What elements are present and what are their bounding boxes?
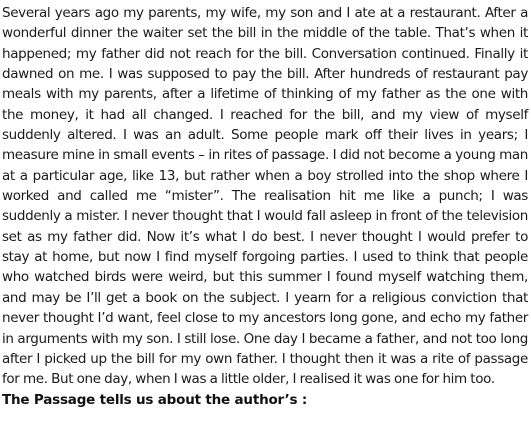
passage-line: who watched birds were weird, but this summer I found myself watching them, xyxy=(2,269,528,286)
passage-line: suddenly a mister. I never thought that I would fall asleep in front of the television xyxy=(2,208,528,225)
passage-line: after I picked up the bill for my own father. I thought then it was a rite of passage xyxy=(2,350,528,367)
document-page xyxy=(2,3,528,410)
passage-line: set as my father did. Now it’s what I do best. I never thought I would prefer to xyxy=(2,228,528,245)
passage-line: for me. But one day, when I was a little older, I realised it was one for him too. xyxy=(2,371,495,388)
passage-line: measure mine in small events – in rites of passage. I did not become a young man xyxy=(2,147,528,164)
passage-line: Several years ago my parents, my wife, my son and I ate at a restaurant. After a xyxy=(2,5,528,21)
passage-line: stay at home, but now I find myself forgoing parties. I used to think that people xyxy=(2,249,528,266)
passage-line: the money, it had all changed. I reached for the bill, and my view of myself xyxy=(2,106,528,123)
passage-line: in arguments with my son. I still lose. One day I became a father, and not too long xyxy=(2,330,528,347)
passage-line: at a particular age, like 13, but rather when a boy strolled into the shop where I xyxy=(2,167,528,184)
passage-line: wonderful dinner the waiter set the bill in the middle of the table. That’s when it xyxy=(2,25,528,42)
passage xyxy=(2,3,528,390)
passage-line: dawned on me. I was supposed to pay the bill. After hundreds of restaurant pay xyxy=(2,66,528,83)
passage-line: meals with my parents, after a lifetime of thinking of my father as the one with xyxy=(2,86,528,103)
question-prompt: The Passage tells us about the author’s : xyxy=(2,391,308,408)
passage-line: happened; my father did not reach for the bill. Conversation continued. Finally it xyxy=(2,45,528,62)
passage-line: and may be I’ll get a book on the subject. I yearn for a religious conviction that xyxy=(2,289,528,306)
passage-line: worked and called me “mister”. The realisation hit me like a punch; I was xyxy=(2,188,528,205)
passage-line: suddenly altered. I was an adult. Some people mark off their lives in years; I xyxy=(2,127,528,144)
passage-line: never thought I’d want, feel close to my ancestors long gone, and echo my father xyxy=(2,310,528,327)
